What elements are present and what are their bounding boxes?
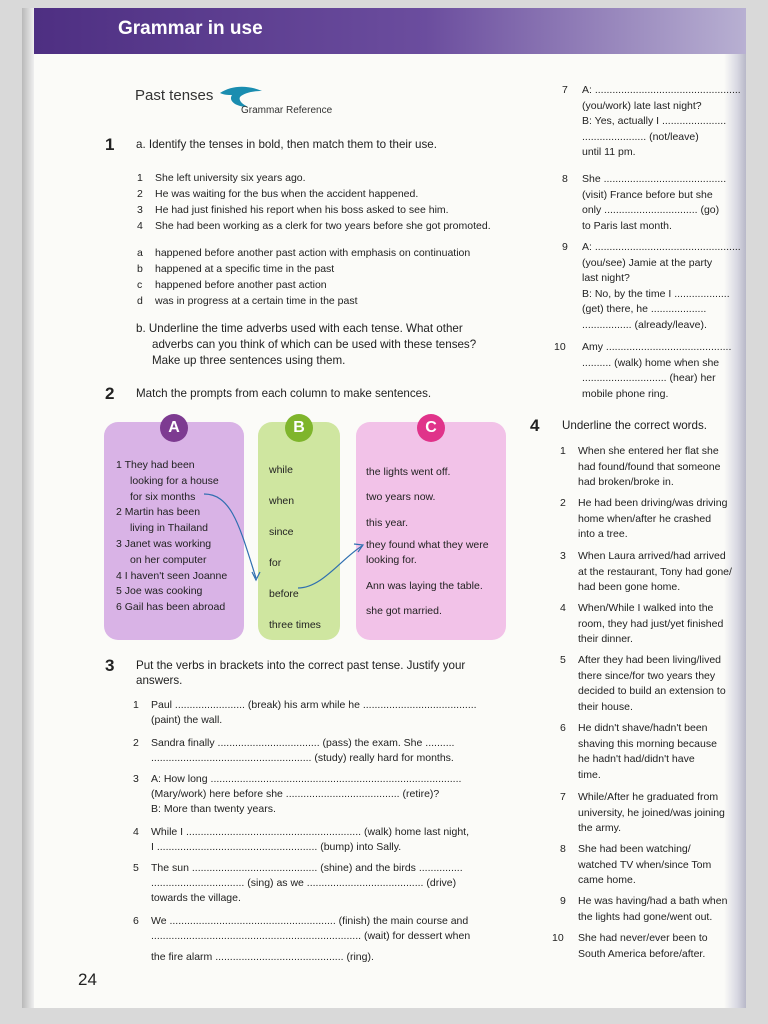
header-banner xyxy=(34,8,746,54)
column-a-item: 2 Martin has been xyxy=(116,506,201,519)
gap-fill-line: ............................. (hear) her xyxy=(582,372,716,385)
sentence-line: After they had been living/lived xyxy=(578,654,722,666)
item-number: 3 xyxy=(137,204,143,216)
prompt-line: adverbs can you think of which can be used with these tenses? xyxy=(152,338,477,351)
item-number: 1 xyxy=(560,445,566,457)
sentence-line: time. xyxy=(578,768,601,781)
column-a-item: living in Thailand xyxy=(130,522,209,535)
sentence-line: South America before/after. xyxy=(578,947,706,960)
item-number: 10 xyxy=(552,932,564,944)
column-c-item: two years now. xyxy=(366,491,436,503)
sentence-line: at the restaurant, Tony had gone/ xyxy=(578,565,732,578)
item-number: 3 xyxy=(133,773,139,785)
column-a-item: on her computer xyxy=(130,553,207,566)
sentence-line: When she entered her flat she xyxy=(578,445,719,457)
column-b-item: while xyxy=(269,464,293,476)
exercise-number: 2 xyxy=(105,384,115,403)
sentence-line: She had never/ever been to xyxy=(578,932,708,944)
gap-fill-line: A: .................................................. xyxy=(582,84,741,96)
use-text: happened before another past action with emphasis on continuation xyxy=(155,247,471,259)
sentence-text: She had been working as a clerk for two years before she got promoted. xyxy=(155,220,491,232)
gap-fill-line: B: Yes, actually I ...................... xyxy=(582,115,727,128)
column-a-item: 3 Janet was working xyxy=(116,538,212,550)
column-a-item: 4 I haven't seen Joanne xyxy=(116,569,228,582)
grammar-reference-link[interactable]: Grammar Reference xyxy=(241,105,333,116)
sentence-line: home when/after he crashed xyxy=(578,512,712,525)
gap-fill-line: mobile phone ring. xyxy=(582,387,669,400)
use-text: was in progress at a certain time in the past xyxy=(155,295,358,307)
item-number: 2 xyxy=(137,188,143,200)
column-c-badge: C xyxy=(417,414,445,442)
gap-fill-line: .......... (walk) home when she xyxy=(582,356,720,369)
item-number: 9 xyxy=(560,895,566,907)
item-number: 7 xyxy=(562,84,568,96)
column-a-item: 6 Gail has been abroad xyxy=(116,601,226,614)
item-number: 1 xyxy=(137,172,143,184)
column-b-item: since xyxy=(269,526,294,538)
gap-fill-line: (you/see) Jamie at the party xyxy=(582,256,713,269)
sentence-line: shaving this morning because xyxy=(578,737,717,750)
page-gutter xyxy=(22,8,34,1008)
item-number: 4 xyxy=(133,826,139,838)
item-number: 5 xyxy=(560,654,566,666)
gap-fill-line: Amy ........................................... xyxy=(582,341,732,353)
sentence-line: watched TV when/since Tom xyxy=(578,858,712,871)
column-b-item: when xyxy=(269,495,295,507)
column-a-item: looking for a house xyxy=(130,474,219,487)
gap-fill-line: ................................ (sing) as we ........................................ (drive) xyxy=(151,877,457,889)
item-number: 8 xyxy=(562,173,568,185)
column-c-item: Ann was laying the table. xyxy=(366,580,483,592)
sentence-line: When Laura arrived/had arrived xyxy=(578,550,726,562)
sentence-text: He was waiting for the bus when the accident happened. xyxy=(155,188,419,200)
section-title: Past tenses xyxy=(135,87,214,104)
column-a-badge: A xyxy=(160,414,188,442)
sentence-line: While/After he graduated from xyxy=(578,791,719,803)
gap-fill-line: B: More than twenty years. xyxy=(151,803,276,815)
sentence-line: room, they had just/yet finished xyxy=(578,617,724,630)
item-number: 10 xyxy=(554,341,566,353)
gap-fill-line: (get) there, he ................... xyxy=(582,303,707,316)
gap-fill-line: (paint) the wall. xyxy=(151,714,223,726)
item-number: 5 xyxy=(133,862,139,874)
item-letter: c xyxy=(137,279,143,291)
sentence-line: He had been driving/was driving xyxy=(578,497,728,509)
gap-fill-line: until 11 pm. xyxy=(582,146,636,159)
column-c-item: looking for. xyxy=(366,554,417,566)
sentence-line: into a tree. xyxy=(578,528,628,541)
item-number: 6 xyxy=(560,722,566,734)
exercise-prompt: a. Identify the tenses in bold, then match them to their use. xyxy=(136,138,437,151)
item-number: 7 xyxy=(560,791,566,803)
column-b-item: three times xyxy=(269,619,321,631)
gap-fill-line: We ......................................................... (finish) the main course and xyxy=(151,915,469,927)
gap-fill-line: (you/work) late last night? xyxy=(582,99,702,112)
gap-fill-line: A: How long ...................................................................................... xyxy=(151,773,462,785)
sentence-line: the lights had gone/went out. xyxy=(578,910,713,923)
example-match-arrows xyxy=(192,488,372,598)
sentence-line: He didn't shave/hadn't been xyxy=(578,722,708,734)
sentence-line: had broken/broke in. xyxy=(578,476,674,489)
gap-fill-line: (visit) France before but she xyxy=(582,188,713,201)
exercise-prompt: Match the prompts from each column to make sentences. xyxy=(136,387,432,400)
use-text: happened at a specific time in the past xyxy=(155,263,335,275)
gap-fill-line: The sun ........................................... (shine) and the birds ............... xyxy=(151,862,463,874)
gap-fill-line: While I ............................................................ (walk) home last night, xyxy=(151,826,469,838)
sentence-line: the army. xyxy=(578,822,621,835)
item-number: 3 xyxy=(560,550,566,562)
exercise-number: 3 xyxy=(105,656,115,675)
gap-fill-line: ................. (already/leave). xyxy=(582,319,707,331)
gap-fill-line: Sandra finally ................................... (pass) the exam. She .......... xyxy=(151,737,455,749)
item-number: 4 xyxy=(137,220,143,232)
column-b-item: before xyxy=(269,588,299,600)
gap-fill-line: ...................... (not/leave) xyxy=(582,130,699,143)
gap-fill-line: ....................................................... (study) really hard for months. xyxy=(151,752,454,764)
item-number: 2 xyxy=(133,737,139,749)
use-text: happened before another past action xyxy=(155,279,327,291)
item-number: 2 xyxy=(560,497,566,509)
gap-fill-line: last night? xyxy=(582,272,630,285)
item-number: 8 xyxy=(560,843,566,855)
prompt-line: b. Underline the time adverbs used with each tense. What other xyxy=(136,322,463,335)
exercise-number: 1 xyxy=(105,135,115,154)
column-b-item: for xyxy=(269,557,282,569)
sentence-line: came home. xyxy=(578,874,636,887)
item-number: 9 xyxy=(562,241,568,253)
header-title: Grammar in use xyxy=(118,18,263,39)
sentence-line: had been gone home. xyxy=(578,581,681,594)
gap-fill-line: A: .................................................. xyxy=(582,241,741,253)
exercise-prompt: Underline the correct words. xyxy=(562,419,707,432)
item-letter: b xyxy=(137,263,143,275)
sentence-text: He had just finished his report when his boss asked to see him. xyxy=(155,204,449,216)
exercise-number: 4 xyxy=(530,416,540,435)
prompt-line: Put the verbs in brackets into the correct past tense. Justify your xyxy=(136,659,466,672)
gap-fill-line: to Paris last month. xyxy=(582,219,672,232)
item-letter: a xyxy=(137,247,143,259)
prompt-line: Make up three sentences using them. xyxy=(152,354,346,367)
column-a-item: for six months xyxy=(130,490,196,503)
gap-fill-line: Paul ........................ (break) his arm while he ....................................... xyxy=(151,699,477,711)
sentence-line: She had been watching/ xyxy=(578,843,691,855)
gap-fill-line: She .......................................... xyxy=(582,173,727,185)
item-letter: d xyxy=(137,295,143,307)
gap-fill-line: the fire alarm ............................................ (ring). xyxy=(151,951,374,963)
textbook-page xyxy=(22,8,746,1008)
page-number: 24 xyxy=(78,970,97,989)
gap-fill-line: towards the village. xyxy=(151,892,241,904)
gap-fill-line: I ....................................................... (bump) into Sally. xyxy=(151,841,402,853)
column-a-item: 5 Joe was cooking xyxy=(116,585,203,598)
gap-fill-line: (Mary/work) here before she ....................................... (retire)? xyxy=(151,788,440,800)
item-number: 4 xyxy=(560,602,566,614)
sentence-line: their dinner. xyxy=(578,633,633,646)
sentence-line: He was having/had a bath when xyxy=(578,895,728,907)
sentence-line: he hadn't had/didn't have xyxy=(578,753,695,766)
gap-fill-line: ........................................................................ (wait) for dessert when xyxy=(151,930,471,942)
sentence-line: university, he joined/was joining xyxy=(578,806,725,819)
column-c-item: they found what they were xyxy=(366,539,489,551)
item-number: 1 xyxy=(133,699,139,711)
sentence-line: their house. xyxy=(578,700,633,713)
column-a-item: 1 They had been xyxy=(116,459,195,471)
item-number: 6 xyxy=(133,915,139,927)
gap-fill-line: only ................................ (go) xyxy=(582,204,720,217)
gap-fill-line: B: No, by the time I ................... xyxy=(582,287,730,300)
sentence-line: decided to build an extension to xyxy=(578,685,726,698)
sentence-line: had found/found that someone xyxy=(578,460,721,473)
column-c-item: the lights went off. xyxy=(366,466,451,478)
column-c-item: this year. xyxy=(366,517,409,529)
prompt-line: answers. xyxy=(136,674,183,687)
column-b-badge: B xyxy=(285,414,313,442)
sentence-text: She left university six years ago. xyxy=(155,172,306,184)
sentence-line: When/While I walked into the xyxy=(578,602,714,614)
column-c-item: she got married. xyxy=(366,605,442,617)
sentence-line: there since/for two years they xyxy=(578,669,716,682)
